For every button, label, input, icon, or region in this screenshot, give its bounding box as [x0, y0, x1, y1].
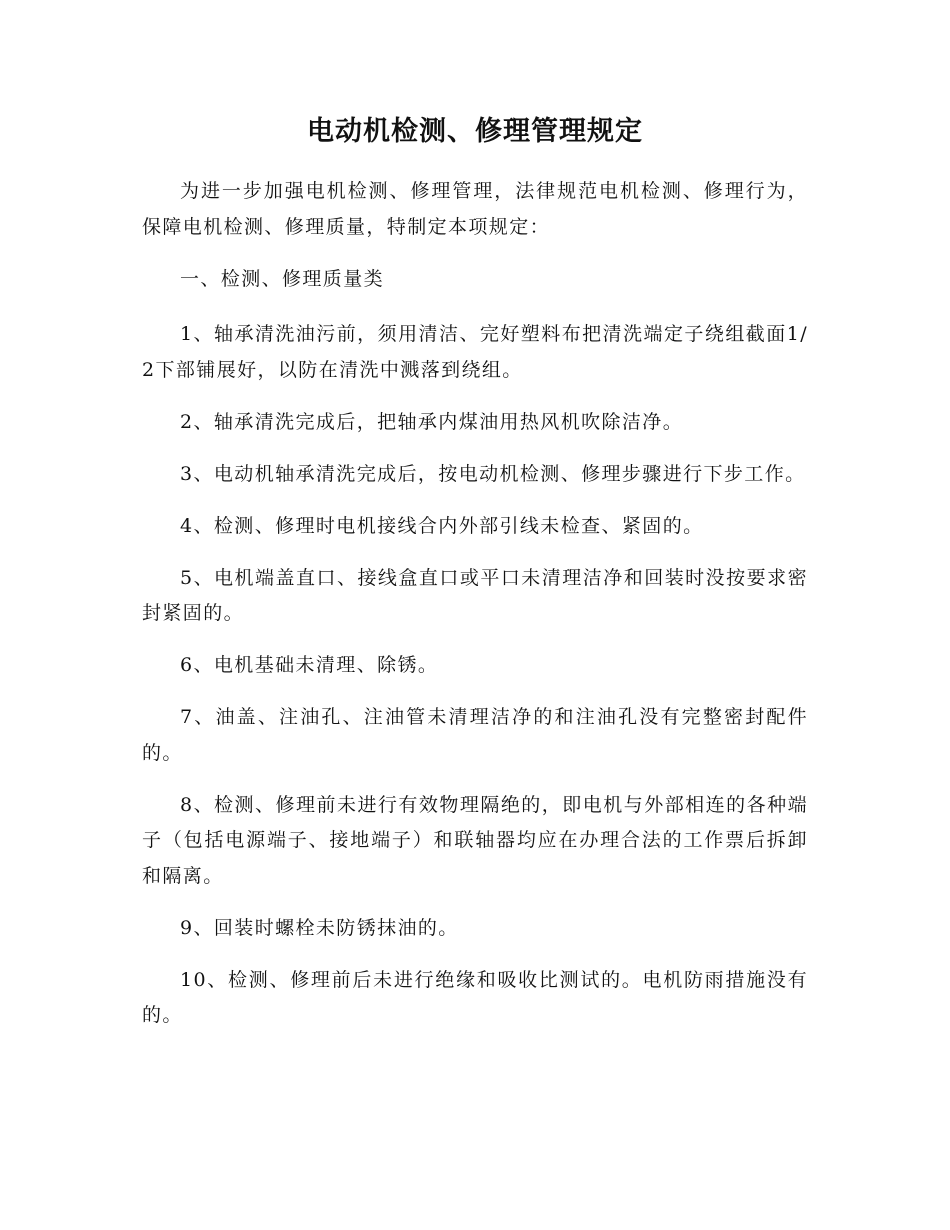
- list-item: 2、轴承清洗完成后，把轴承内煤油用热风机吹除洁净。: [180, 410, 684, 433]
- document-title: 电动机检测、修理管理规定: [307, 116, 643, 147]
- section-heading: 一、检测、修理质量类: [180, 267, 385, 290]
- list-item: 5、电机端盖直口、接线盒直口或平口未清理洁净和回装时没按要求密封紧固的。: [142, 566, 808, 624]
- list-item: 3、电动机轴承清洗完成后，按电动机检测、修理步骤进行下步工作。: [180, 462, 806, 485]
- list-item: 8、检测、修理前未进行有效物理隔绝的，即电机与外部相连的各种端子（包括电源端子、接地端子）和联轴器均应在办理合法的工作票后拆卸和隔离。: [142, 793, 808, 887]
- intro-paragraph: 为进一步加强电机检测、修理管理，法律规范电机检测、修理行为，保障电机检测、修理质量，特制定本项规定：: [142, 180, 808, 238]
- list-item: 4、检测、修理时电机接线合内外部引线未检查、紧固的。: [180, 514, 704, 537]
- list-item: 1、轴承清洗油污前，须用清洁、完好塑料布把清洗端定子绕组截面1/2下部铺展好，以防在清洗中溅落到绕组。: [142, 323, 808, 381]
- list-item: 6、电机基础未清理、除锈。: [180, 654, 439, 676]
- list-item: 7、油盖、注油孔、注油管未清理洁净的和注油孔没有完整密封配件的。: [142, 706, 808, 764]
- list-item: 10、检测、修理前后未进行绝缘和吸收比测试的。电机防雨措施没有的。: [142, 968, 808, 1026]
- list-item: 9、回装时螺栓未防锈抹油的。: [180, 916, 459, 939]
